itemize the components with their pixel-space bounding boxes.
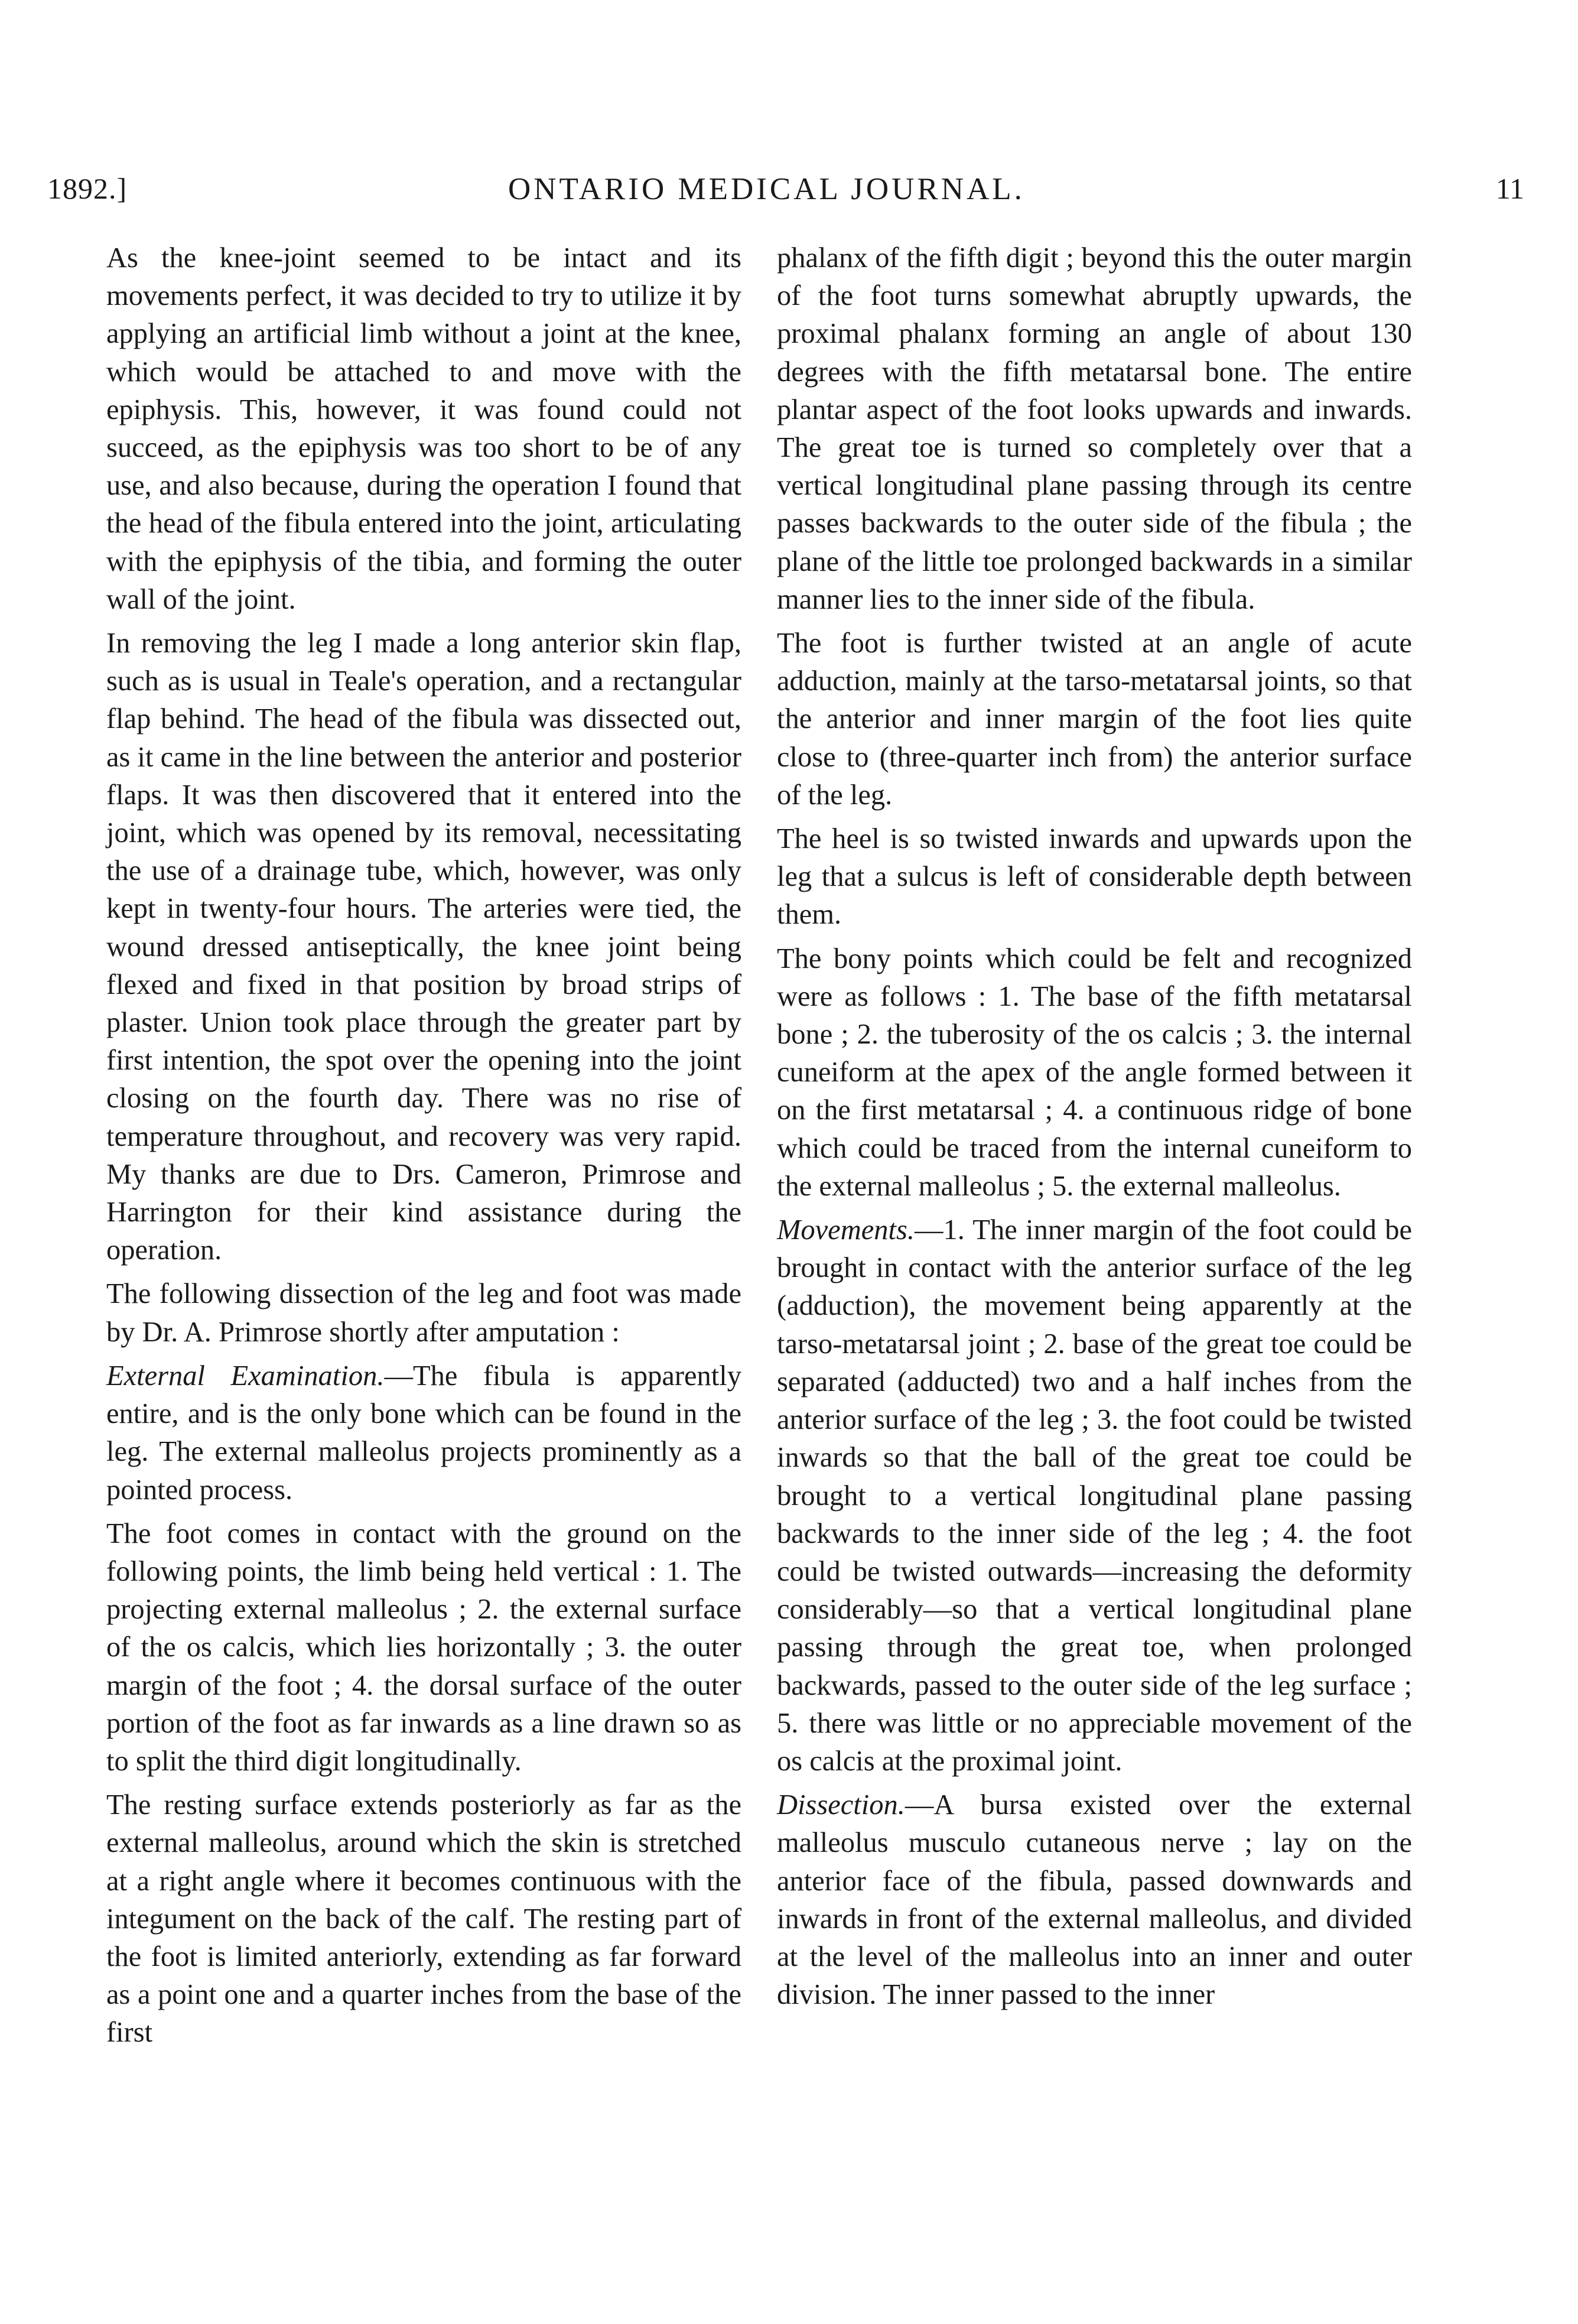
paragraph (106, 625, 741, 1269)
paragraph-text: phalanx of the fifth digit ; beyond this the outer margin of the foot turns somewhat abruptly upwards, the proximal phalanx forming an angle of about 130 degrees with the fifth metatarsal bone. The entire plantar aspect of the foot looks upwards and inwards. The great toe is turned so completely over that a vertical longitudinal plane passing through its centre passes backwards to the outer side of the fibula ; the plane of the little toe prolonged backwards in a similar manner lies to the inner side of the fibula. (777, 242, 1412, 615)
paragraph-text: —The fibula is apparently entire, and is the only bone which can be found in the leg. The external malleolus projects prominently as a pointed process. (106, 1360, 741, 1506)
paragraph-text: The bony points which could be felt and recognized were as follows : 1. The base of the fifth metatarsal bone ; 2. the tuberosity of the os calcis ; 3. the internal cuneiform at the apex of the angle formed between it on the first metatarsal ; 4. a continuous ridge of bone which could be traced from the internal cuneiform to the external malleolus ; 5. the external malleolus. (777, 942, 1412, 1202)
page-number: 11 (1495, 172, 1524, 205)
paragraph (106, 1786, 741, 2052)
paragraph (106, 1515, 741, 1780)
paragraph-lead: External Examination. (106, 1360, 385, 1392)
paragraph-lead: Movements. (777, 1214, 915, 1246)
paragraph (777, 625, 1412, 814)
paragraph (106, 239, 741, 619)
paragraph-text: The resting surface extends posteriorly as far as the external malleolus, around which the skin is stretched at a right angle where it becomes continuous with the integument on the back of the calf. The resting part of the foot is limited anteriorly, extending as far forward as a point one and a quarter inches from the base of the first (106, 1789, 741, 2049)
paragraph (106, 1275, 741, 1351)
left-column (106, 239, 741, 2058)
paragraph (106, 1357, 741, 1509)
paragraph-text: —1. The inner margin of the foot could be brought in contact with the anterior surface of the leg (adduction), the movement being apparently at the tarso-metatarsal joint ; 2. base of the great toe could be separated (adducted) two and a half inches from the anterior surface of the leg ; 3. the foot could be twisted inwards so that the ball of the great toe could be brought to a vertical longitudinal plane passing backwards to the inner side of the leg ; 4. the foot could be twisted outwards—increasing the deformity considerably—so that a vertical longitudinal plane passing through the great toe, when prolonged backwards, passed to the outer side of the leg surface ; 5. there was little or no appreciable movement of the os calcis at the proximal joint. (777, 1214, 1412, 1777)
paragraph-text: The foot is further twisted at an angle of acute adduction, mainly at the tarso-metatarsal joints, so that the anterior and inner margin of the foot lies quite close to (three-quarter inch from) the anterior surface of the leg. (777, 628, 1412, 811)
header-year: 1892.] (47, 172, 128, 205)
paragraph-lead: Dissection. (777, 1789, 905, 1821)
paragraph (777, 820, 1412, 934)
paragraph-text: The following dissection of the leg and foot was made by Dr. A. Primrose shortly after amputation : (106, 1278, 741, 1348)
paragraph-text: The heel is so twisted inwards and upwards upon the leg that a sulcus is left of considerable depth between them. (777, 823, 1412, 931)
paragraph-text: —A bursa existed over the external malleolus musculo cutaneous nerve ; lay on the anterior face of the fibula, passed downwards and inwards in front of the external malleolus, and divided at the level of the malleolus into an inner and outer division. The inner passed to the inner (777, 1789, 1412, 2011)
journal-title: ONTARIO MEDICAL JOURNAL. (508, 172, 1025, 206)
paragraph-text: As the knee-joint seemed to be intact and its movements perfect, it was decided to try to utilize it by applying an artificial limb without a joint at the knee, which would be attached to and move with the epiphysis. This, however, it was found could not succeed, as the epiphysis was too short to be of any use, and also because, during the operation I found that the head of the fibula entered into the joint, articulating with the epiphysis of the tibia, and forming the outer wall of the joint. (106, 242, 741, 615)
paragraph (777, 239, 1412, 619)
paragraph (777, 1786, 1412, 2014)
paragraph (777, 940, 1412, 1205)
paragraph (777, 1211, 1412, 1780)
right-column (777, 239, 1412, 2020)
paragraph-text: The foot comes in contact with the ground on the following points, the limb being held vertical : 1. The projecting external malleolus ; 2. the external surface of the os calcis, which lies horizontally ; 3. the outer margin of the foot ; 4. the dorsal surface of the outer portion of the foot as far inwards as a line drawn so as to split the third digit longitudinally. (106, 1517, 741, 1777)
paragraph-text: In removing the leg I made a long anterior skin flap, such as is usual in Teale's operation, and a rectangular flap behind. The head of the fibula was dissected out, as it came in the line between the anterior and posterior flaps. It was then discovered that it entered into the joint, which was opened by its removal, necessitating the use of a drainage tube, which, however, was only kept in twenty-four hours. The arteries were tied, the wound dressed antiseptically, the knee joint being flexed and fixed in that position by broad strips of plaster. Union took place through the greater part by first intention, the spot over the opening into the joint closing on the fourth day. There was no rise of temperature throughout, and recovery was very rapid. My thanks are due to Drs. Cameron, Primrose and Harrington for their kind assistance during the operation. (106, 628, 741, 1266)
running-head (47, 171, 1524, 219)
